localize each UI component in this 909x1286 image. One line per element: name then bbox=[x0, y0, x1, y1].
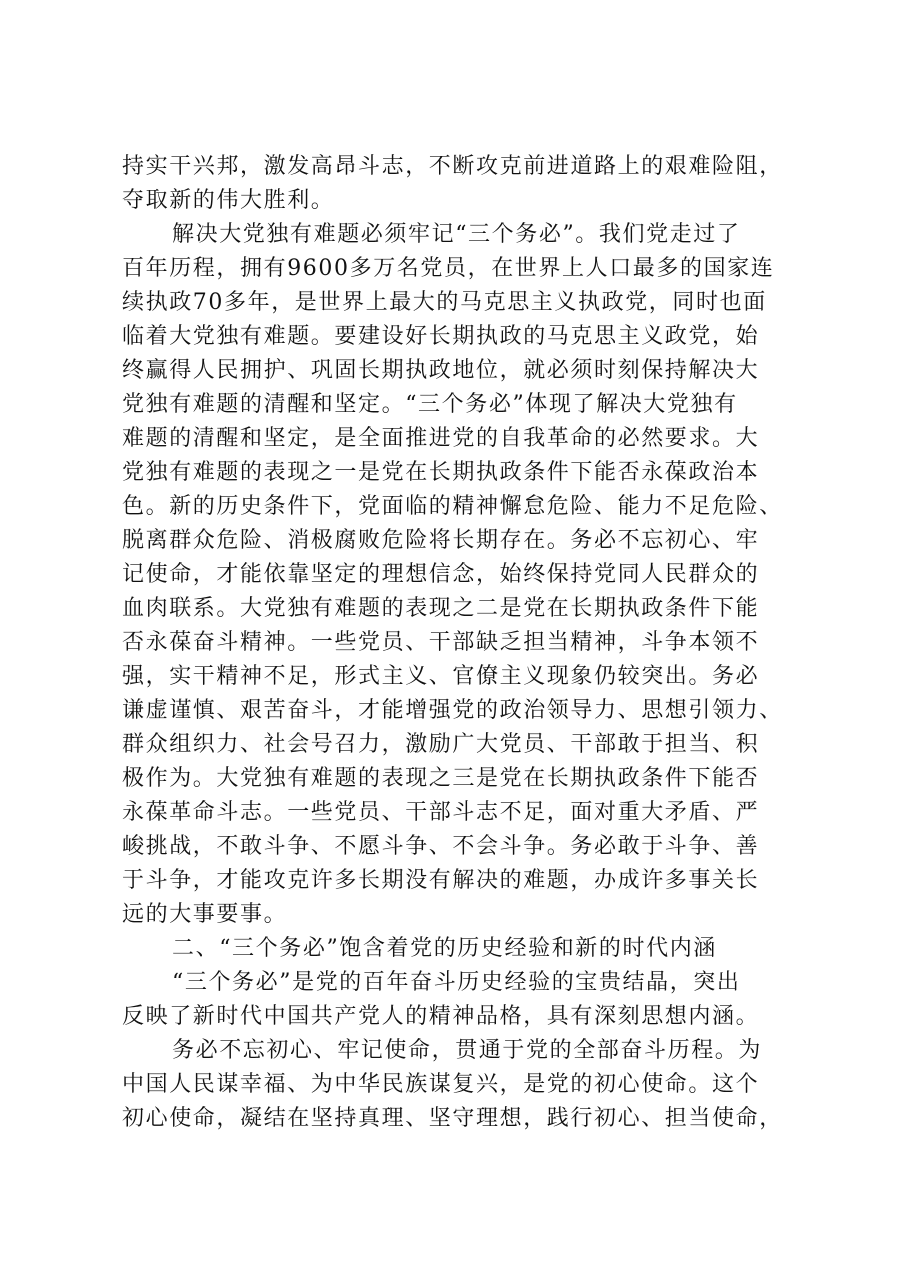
text-line: 初心使命，凝结在坚持真理、坚守理想，践行初心、担当使命， bbox=[122, 1106, 783, 1131]
text-line: 谦虚谨慎、艰苦奋斗，才能增强党的政治领导力、思想引领力、 bbox=[122, 698, 783, 723]
text-line: 记使命，才能依靠坚定的理想信念，始终保持党同人民群众的 bbox=[122, 562, 760, 587]
text-line: 持实干兴邦，激发高昂斗志，不断攻克前进道路上的艰难险阻， bbox=[122, 154, 783, 179]
text-line: 远的大事要事。 bbox=[122, 902, 288, 927]
text-line: 续执政70多年，是世界上最大的马克思主义执政党，同时也面 bbox=[122, 290, 767, 315]
text-line: 反映了新时代中国共产党人的精神品格，具有深刻思想内涵。 bbox=[122, 1004, 760, 1029]
text-line: 党独有难题的清醒和坚定。“三个务必”体现了解决大党独有 bbox=[122, 392, 738, 417]
paragraph-start-line: 务必不忘初心、牢记使命，贯通于党的全部奋斗历程。为 bbox=[172, 1038, 763, 1063]
text-line: 极作为。大党独有难题的表现之三是党在长期执政条件下能否 bbox=[122, 766, 760, 791]
text-line: 终赢得人民拥护、巩固长期执政地位，就必须时刻保持解决大 bbox=[122, 358, 760, 383]
text-line: 中国人民谋幸福、为中华民族谋复兴，是党的初心使命。这个 bbox=[122, 1072, 760, 1097]
text-line: 色。新的历史条件下，党面临的精神懈怠危险、能力不足危险、 bbox=[122, 494, 783, 519]
text-line: 峻挑战，不敢斗争、不愿斗争、不会斗争。务必敢于斗争、善 bbox=[122, 834, 760, 859]
section-heading: 二、“三个务必”饱含着党的历史经验和新的时代内涵 bbox=[172, 936, 717, 961]
document-body bbox=[122, 150, 802, 1136]
paragraph-start-line: 解决大党独有难题必须牢记“三个务必”。我们党走过了 bbox=[172, 222, 741, 247]
text-line: 群众组织力、社会号召力，激励广大党员、干部敢于担当、积 bbox=[122, 732, 760, 757]
text-line: 强，实干精神不足，形式主义、官僚主义现象仍较突出。务必 bbox=[122, 664, 760, 689]
text-line: 难题的清醒和坚定，是全面推进党的自我革命的必然要求。大 bbox=[122, 426, 760, 451]
text-line: 临着大党独有难题。要建设好长期执政的马克思主义政党，始 bbox=[122, 324, 760, 349]
paragraph-start-line: “三个务必”是党的百年奋斗历史经验的宝贵结晶，突出 bbox=[172, 970, 741, 995]
text-line: 于斗争，才能攻克许多长期没有解决的难题，办成许多事关长 bbox=[122, 868, 760, 893]
text-line: 永葆革命斗志。一些党员、干部斗志不足，面对重大矛盾、严 bbox=[122, 800, 760, 825]
text-line: 百年历程，拥有9600多万名党员，在世界上人口最多的国家连 bbox=[122, 256, 775, 281]
text-line: 脱离群众危险、消极腐败危险将长期存在。务必不忘初心、牢 bbox=[122, 528, 760, 553]
text-line: 否永葆奋斗精神。一些党员、干部缺乏担当精神，斗争本领不 bbox=[122, 630, 760, 655]
text-line: 血肉联系。大党独有难题的表现之二是党在长期执政条件下能 bbox=[122, 596, 760, 621]
text-line: 夺取新的伟大胜利。 bbox=[122, 188, 335, 213]
text-line: 党独有难题的表现之一是党在长期执政条件下能否永葆政治本 bbox=[122, 460, 760, 485]
